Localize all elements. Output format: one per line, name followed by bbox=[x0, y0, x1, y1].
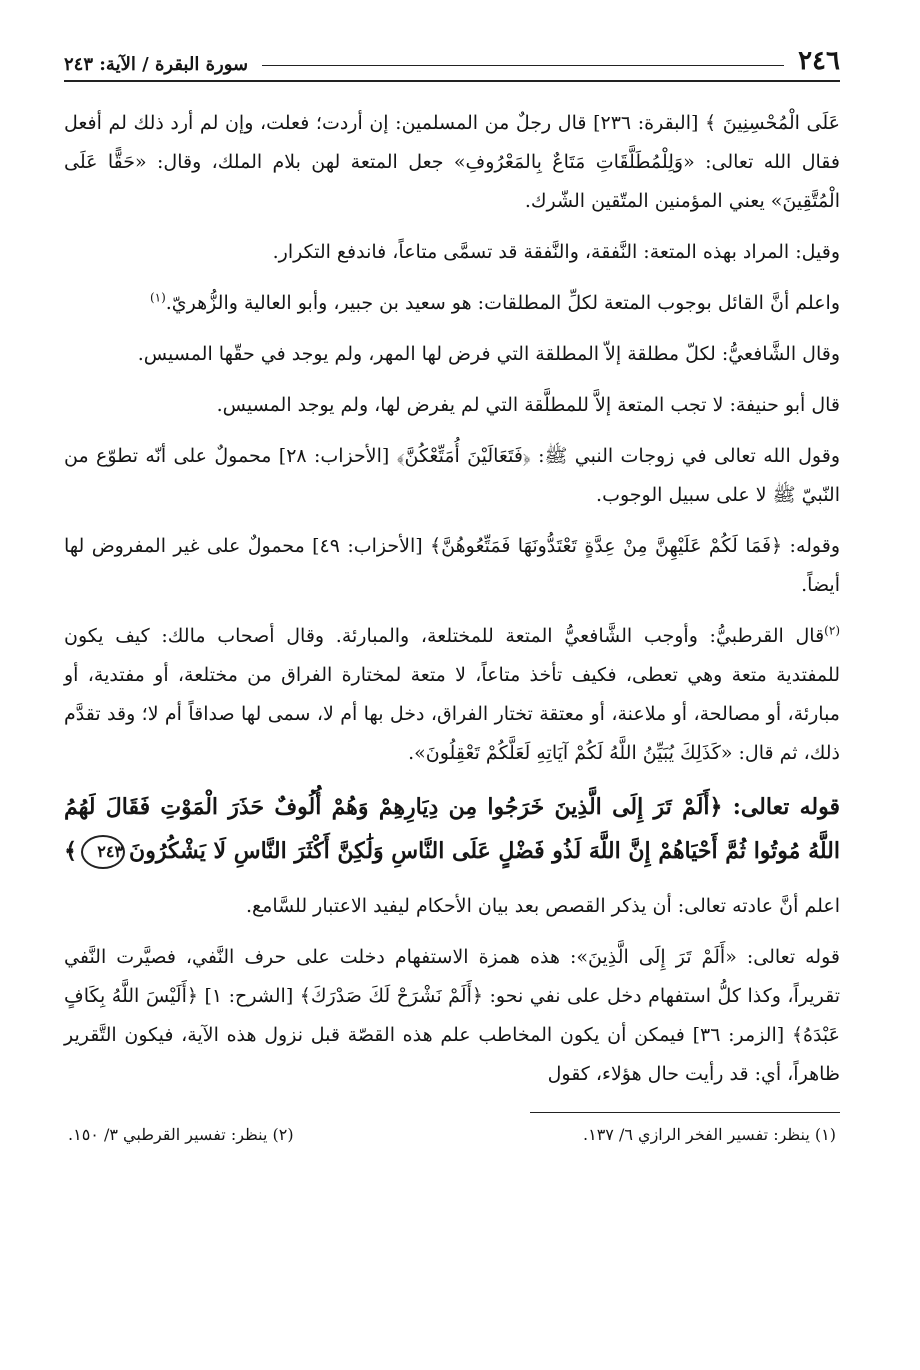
body-text bbox=[64, 104, 840, 1094]
verse-close: ﴾ bbox=[64, 838, 78, 864]
paragraph-text: واعلم أنَّ القائل بوجوب المتعة لكلِّ المطلقات: هو سعيد بن جبير، وأبو العالية والزُّهريّ. bbox=[165, 292, 840, 314]
paragraph bbox=[64, 284, 840, 323]
paragraph bbox=[64, 617, 840, 773]
page-number: ٢٤٦ bbox=[798, 46, 840, 76]
paragraph-text: قال القرطبيُّ: وأوجب الشَّافعيُّ المتعة للمختلعة، والمبارئة. وقال أصحاب مالك: كيف يكون للمفتدية متعة وهي تعطى، فكيف تأخذ متاعاً، لا متعة لمختارة الفراق من مختلعة، أو مفتدية، أو مبارئة، أو مصالحة، أو ملاعنة، أو معتقة تختار الفراق، دخل بها أم لا، سمى لها صداقاً أم لا؛ وقد تقدَّم ذلك، ثم قال: «كَذَلِكَ يُبَيِّنُ اللَّهُ لَكُمْ آيَاتِهِ لَعَلَّكُمْ تَعْقِلُونَ». bbox=[64, 625, 840, 764]
verse-text: أَلَمْ تَرَ إِلَى الَّذِينَ خَرَجُوا مِن دِيَارِهِمْ وَهُمْ أُلُوفٌ حَذَرَ الْمَوْتِ فَقَالَ لَهُمُ اللَّهُ مُوتُوا ثُمَّ أَحْيَاهُمْ إِنَّ اللَّهَ لَذُو فَضْلٍ عَلَى النَّاسِ وَلَٰكِنَّ أَكْثَرَ النَّاسِ لَا يَشْكُرُونَ bbox=[64, 794, 840, 864]
footnote-1: (١) ينظر: تفسير الفخر الرازي ٦/ ١٣٧. bbox=[583, 1125, 836, 1144]
verse-intro: قوله تعالى: ﴿ bbox=[709, 794, 840, 820]
paragraph: وقيل: المراد بهذه المتعة: النَّفقة، والنَّفقة قد تسمَّى متاعاً، فاندفع التكرار. bbox=[272, 241, 840, 263]
paragraph: عَلَى الْمُحْسِنِينَ ﴾ [البقرة: ٢٣٦] قال رجلٌ من المسلمين: إن أردت؛ فعلت، وإن لم أرد ذلك لم أفعل فقال الله تعالى: «وَلِلْمُطَلَّقَاتِ مَتَاعٌ بِالمَعْرُوفِ» جعل المتعة لهن بلام الملك، وقال: «حَقًّا عَلَى الْمُتَّقِينَ» يعني المؤمنين المتّقين الشّرك. bbox=[64, 112, 840, 212]
running-head bbox=[64, 30, 840, 82]
quran-verse bbox=[64, 785, 840, 873]
paragraph: قوله تعالى: «أَلَمْ تَرَ إِلَى الَّذِينَ»: هذه همزة الاستفهام دخلت على حرف النَّفي، فصيَّرت النَّفي تقريراً، وكذا كلُّ استفهام دخل على نفي نحو: ﴿أَلَمْ نَشْرَحْ لَكَ صَدْرَكَ﴾ [الشرح: ١] ﴿أَلَيْسَ اللَّهُ بِكَافٍ عَبْدَهُ﴾ [الزمر: ٣٦] فيمكن أن يكون المخاطب علم هذه القصّة قبل نزول هذه الآية، فيكون التَّقرير ظاهراً، أي: قد رأيت حال هؤلاء، كقول bbox=[64, 946, 840, 1085]
paragraph: وقال الشَّافعيُّ: لكلّ مطلقة إلاّ المطلقة التي فرض لها المهر، ولم يوجد في حقّها المسيس. bbox=[137, 343, 840, 365]
footnote-2: (٢) ينظر: تفسير القرطبي ٣/ ١٥٠. bbox=[68, 1125, 294, 1144]
running-title: سورة البقرة / الآية: ٢٤٣ bbox=[64, 54, 249, 75]
book-page bbox=[64, 30, 840, 1147]
header-rule bbox=[262, 65, 784, 66]
footnote-ref-1: (١) bbox=[149, 290, 166, 305]
paragraph: وقول الله تعالى في زوجات النبي ﷺ: ﴿فَتَعَالَيْنَ أُمَتِّعْكُنَّ﴾ [الأحزاب: ٢٨] محمولٌ على أنّه تطوّع من النّبيّ ﷺ لا على سبيل الوجوب. bbox=[64, 445, 840, 506]
footnote-ref-2: (٢) bbox=[824, 623, 840, 638]
paragraph: وقوله: ﴿فَمَا لَكُمْ عَلَيْهِنَّ مِنْ عِدَّةٍ تَعْتَدُّونَهَا فَمَتِّعُوهُنَّ﴾ [الأحزاب: ٤٩] محمولٌ على غير المفروض لها أيضاً. bbox=[64, 535, 841, 596]
footnote-rule bbox=[530, 1112, 840, 1113]
paragraph: اعلم أنَّ عادته تعالى: أن يذكر القصص بعد بيان الأحكام ليفيد الاعتبار للسَّامع. bbox=[245, 895, 840, 917]
footnotes bbox=[64, 1123, 840, 1147]
paragraph: قال أبو حنيفة: لا تجب المتعة إلاَّ للمطلَّقة التي لم يفرض لها، ولم يوجد المسيس. bbox=[216, 394, 840, 416]
verse-number-medallion: ٢٤٣ bbox=[81, 835, 125, 869]
